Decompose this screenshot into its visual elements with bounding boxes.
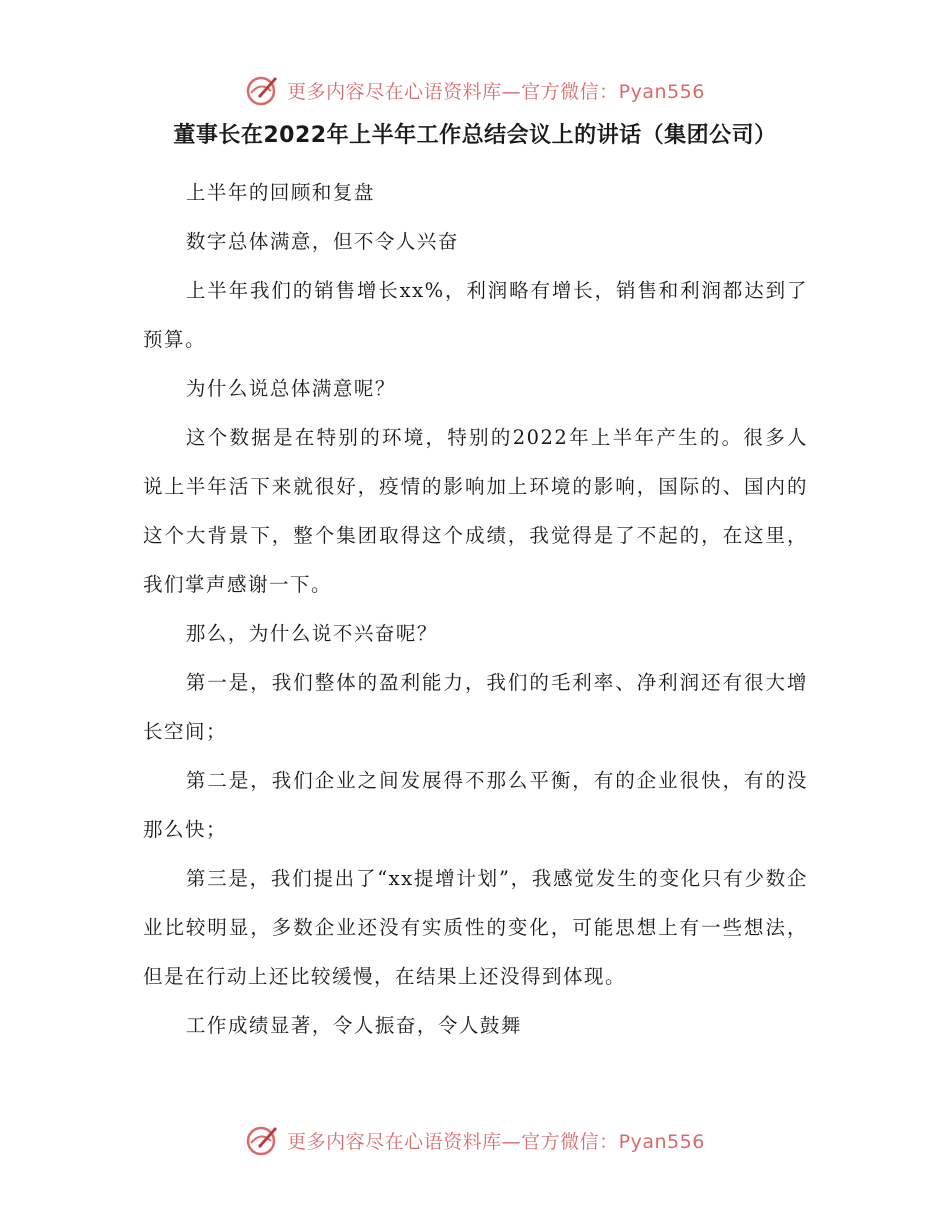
paragraph: 上半年我们的销售增长xx%，利润略有增长，销售和利润都达到了预算。 xyxy=(143,279,808,351)
paragraph: 那么，为什么说不兴奋呢？ xyxy=(185,622,438,645)
paragraph: 第一是，我们整体的盈利能力，我们的毛利率、净利润还有很大增长空间； xyxy=(143,671,808,743)
subheading: 数字总体满意，但不令人兴奋 xyxy=(185,230,459,253)
paragraph: 第二是，我们企业之间发展得不那么平衡，有的企业很快，有的没那么快； xyxy=(143,769,808,841)
pen-logo-icon xyxy=(245,1123,279,1157)
document-title: 董事长在2022年上半年工作总结会议上的讲话（集团公司） xyxy=(173,123,777,148)
section-heading: 上半年的回顾和复盘 xyxy=(185,181,375,204)
paragraph: 为什么说总体满意呢？ xyxy=(185,377,396,400)
subheading: 工作成绩显著，令人振奋，令人鼓舞 xyxy=(185,1014,522,1037)
paragraph: 第三是，我们提出了“xx提增计划”，我感觉发生的变化只有少数企业比较明显，多数企业还没有实质性的变化，可能思想上有一些想法，但是在行动上还比较缓慢，在结果上还没得到体现。 xyxy=(143,867,808,988)
watermark-banner-top xyxy=(0,70,950,110)
watermark-text: 更多内容尽在心语资料库—官方微信：Pyan556 xyxy=(287,1130,705,1153)
watermark-banner-bottom xyxy=(0,1120,950,1160)
pen-logo-icon xyxy=(245,73,279,107)
document-body xyxy=(143,168,808,1050)
watermark-text: 更多内容尽在心语资料库—官方微信：Pyan556 xyxy=(287,80,705,103)
paragraph: 这个数据是在特别的环境，特别的2022年上半年产生的。很多人说上半年活下来就很好，疫情的影响加上环境的影响，国际的、国内的这个大背景下，整个集团取得这个成绩，我觉得是了不起的，在这里，我们掌声感谢一下。 xyxy=(143,426,808,596)
